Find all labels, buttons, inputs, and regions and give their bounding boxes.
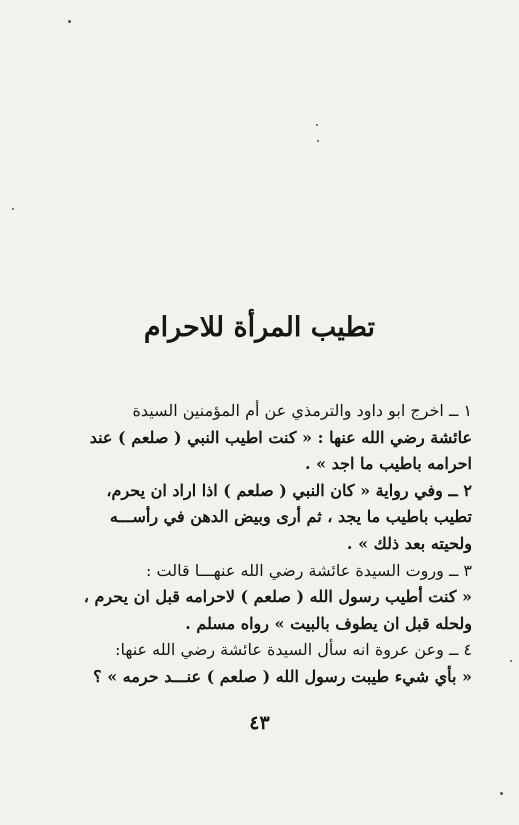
scan-speck: [316, 124, 318, 126]
text-line: عائشة رضي الله عنها : « كنت اطيب النبي ( صلعم ) عند: [89, 427, 472, 447]
text-line: « بأي شيء طيبت رسول الله ( صلعم ) عنـــد حرمه » ؟: [93, 666, 472, 686]
scan-speck: [510, 660, 512, 662]
scan-speck: [317, 140, 319, 142]
text-line: ٣ ــ وروت السيدة عائشة رضي الله عنهـــا قالت :: [146, 560, 472, 580]
text-line: ولحله قبل ان يطوف بالبيت » رواه مسلم .: [185, 613, 472, 633]
text-line: ٤ ــ وعن عروة انه سأل السيدة عائشة رضي الله عنها:: [115, 640, 472, 660]
page-number: ٤٣: [249, 712, 270, 734]
text-line: احرامه باطيب ما اجد » .: [305, 454, 472, 474]
text-line: ١ ــ اخرج ابو داود والترمذي عن أم المؤمنين السيدة: [132, 401, 472, 420]
text-line: ولحيته بعد ذلك » .: [346, 533, 472, 553]
text-line: ٢ ــ وفي رواية « كان النبي ( صلعم ) اذا اراد ان يحرم،: [106, 480, 472, 500]
text-line: تطيب باطيب ما يجد ، ثم أرى وبيض الدهن في رأســـه: [109, 507, 472, 527]
chapter-title: تطيب المرأة للاحرام: [143, 312, 376, 343]
scan-speck: [500, 792, 503, 795]
scan-speck: [68, 20, 71, 23]
body-text: [48, 398, 472, 691]
text-line: « كنت أطيب رسول الله ( صلعم ) لاحرامه قبل ان يحرم ،: [83, 587, 472, 607]
scan-speck: [12, 208, 14, 210]
